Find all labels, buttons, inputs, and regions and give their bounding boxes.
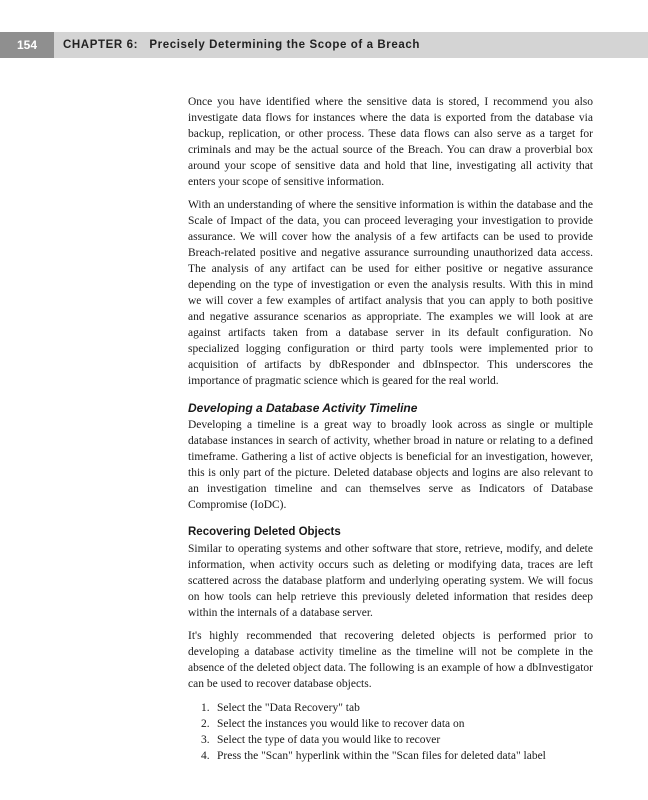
- list-item-number: 3.: [201, 734, 210, 746]
- page-body: [188, 94, 593, 764]
- list-item: [188, 716, 593, 732]
- paragraph-deleted-objects: Similar to operating systems and other software that store, retrieve, modify, and delete information, when activity occurs such as deleting or modifying data, traces are left scattered across the database platform and underlying operating system. We will focus on how tools can help retrieve this previously deleted information that resides deep within the internals of a database server.: [188, 543, 593, 619]
- list-item-number: 2.: [201, 718, 210, 730]
- list-item-number: 1.: [201, 702, 210, 714]
- page-number: 154: [0, 32, 54, 58]
- list-item-number: 4.: [201, 750, 210, 762]
- paragraph-recommendation: It's highly recommended that recovering deleted objects is performed prior to developing a database activity timeline as the timeline will not be complete in the absence of the deleted object data. The following is an example of how a dbInvestigator can be used to recover database objects.: [188, 630, 593, 690]
- paragraph-assurance: With an understanding of where the sensitive information is within the database and the Scale of Impact of the data, you can proceed leveraging your investigation to provide assurance. We will cover how the analysis of a few artifacts can be used to provide Breach-related positive and negative assurance surrounding unauthorized data access. The analysis of any artifact can be used for either positive or negative assurance depending on the type of investigation or even the analysis results. With this in mind we will cover a few examples of artifact analysis that you can apply to both positive and negative assurance scenarios as appropriate. The examples we will look at are against artifacts taken from a database server in its default configuration. No specialized logging configuration or third party tools were implemented prior to acquisition of artifacts by dbResponder and dbInspector. This underscores the importance of pragmatic science which is geared for the real world.: [188, 199, 593, 387]
- subsection-heading: Recovering Deleted Objects: [188, 526, 341, 538]
- list-item: [188, 700, 593, 716]
- chapter-heading: [63, 32, 420, 58]
- steps-list: [188, 700, 593, 764]
- paragraph-timeline: Developing a timeline is a great way to broadly look across as single or multiple database instances in search of activity, whether broad in nature or relating to a defined timeframe. Gathering a list of active objects is beneficial for an investigation, however, this is only part of the picture. Deleted database objects and logins are also relevant to an investigation timeline and can themselves serve as Indicators of Database Compromise (IoDC).: [188, 419, 593, 511]
- list-item-text: Select the "Data Recovery" tab: [217, 702, 360, 714]
- list-item-text: Select the type of data you would like to recover: [217, 734, 441, 746]
- list-item-text: Select the instances you would like to recover data on: [217, 718, 465, 730]
- section-heading: Developing a Database Activity Timeline: [188, 401, 418, 415]
- list-item: [188, 748, 593, 764]
- paragraph-data-flows: Once you have identified where the sensitive data is stored, I recommend you also investigate data flows for instances where the data is exported from the database via backup, replication, or other process. These data flows can also serve as a target for criminals and may be the actual source of the Breach. You can draw a proverbial box around your scope of sensitive data and hold that line, investigating all activity that enters your scope of sensitive information.: [188, 96, 593, 188]
- chapter-title: Precisely Determining the Scope of a Breach: [149, 39, 420, 51]
- list-item-text: Press the "Scan" hyperlink within the "Scan files for deleted data" label: [217, 750, 546, 762]
- chapter-label: CHAPTER 6:: [63, 39, 139, 51]
- list-item: [188, 732, 593, 748]
